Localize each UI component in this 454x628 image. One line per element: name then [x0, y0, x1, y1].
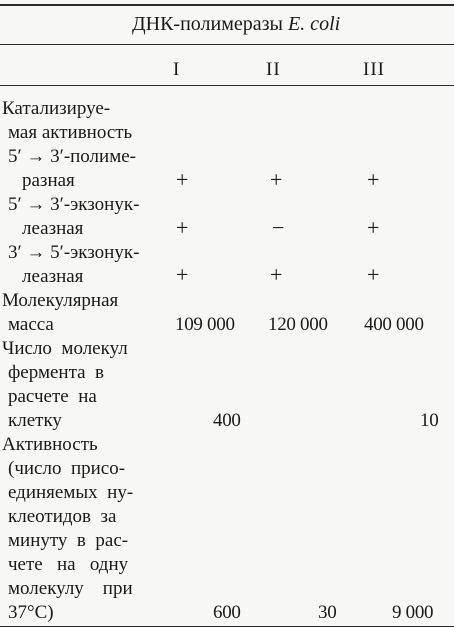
row-label-activity-1: Активность — [2, 434, 98, 455]
value-activity-1: 600 — [213, 602, 241, 623]
value-exo53-1: + — [176, 215, 189, 240]
row-label-catalytic-2: мая активность — [8, 122, 133, 143]
row-label-pol-2: разная — [22, 170, 75, 191]
row-label-activity-6: чете на одну — [8, 554, 129, 575]
row-label-count-3: расчете на — [8, 386, 97, 407]
column-header-rule — [0, 85, 454, 86]
value-count-3: 10 — [420, 410, 439, 431]
row-label-exo35-1: 3′ → 5′-экзонук- — [8, 242, 140, 263]
row-label-exo35-2: леазная — [22, 266, 84, 287]
value-exo35-2: + — [270, 262, 283, 287]
column-header-2: II — [266, 59, 281, 80]
row-label-count-4: клетку — [8, 410, 62, 431]
row-label-activity-3: единяемых ну- — [8, 482, 134, 503]
bottom-rule — [0, 626, 454, 627]
column-header-3: III — [363, 59, 385, 80]
row-label-exo53-1: 5′ → 3′-экзонук- — [8, 194, 140, 215]
table-title-prefix: ДНК-полимеразы — [132, 13, 288, 35]
value-count-1: 400 — [213, 410, 241, 431]
row-label-count-2: фермента в — [8, 362, 105, 383]
value-mass-2: 120 000 — [268, 314, 328, 335]
value-exo35-1: + — [176, 262, 189, 287]
value-activity-2: 30 — [318, 602, 337, 623]
row-label-activity-5: минуту в рас- — [8, 530, 129, 551]
column-header-1: I — [173, 59, 181, 80]
row-label-activity-7: молекулу при — [8, 578, 133, 599]
row-label-activity-4: клеотидов за — [8, 506, 117, 527]
value-pol-3: + — [367, 167, 380, 192]
value-mass-3: 400 000 — [364, 314, 424, 335]
row-label-mass-2: масса — [8, 314, 54, 335]
header-rule — [0, 44, 454, 45]
value-mass-1: 109 000 — [175, 314, 235, 335]
row-label-count-1: Число молекул — [2, 338, 128, 359]
row-label-catalytic-1: Катализируе- — [2, 98, 111, 119]
table-title-species: E. coli — [287, 13, 341, 35]
row-label-activity-8: 37°C) — [8, 602, 54, 623]
value-exo53-3: + — [367, 215, 380, 240]
value-exo35-3: + — [367, 262, 380, 287]
value-exo53-2: − — [272, 215, 285, 240]
row-label-mass-1: Молекулярная — [2, 290, 119, 311]
table-title — [132, 14, 340, 34]
top-rule — [0, 4, 454, 6]
row-label-exo53-2: леазная — [22, 218, 84, 239]
row-label-activity-2: (число присо- — [8, 458, 126, 479]
value-pol-1: + — [176, 167, 189, 192]
value-activity-3: 9 000 — [392, 602, 434, 623]
row-label-pol-1: 5′ → 3′-полиме- — [8, 146, 136, 167]
value-pol-2: + — [270, 167, 283, 192]
